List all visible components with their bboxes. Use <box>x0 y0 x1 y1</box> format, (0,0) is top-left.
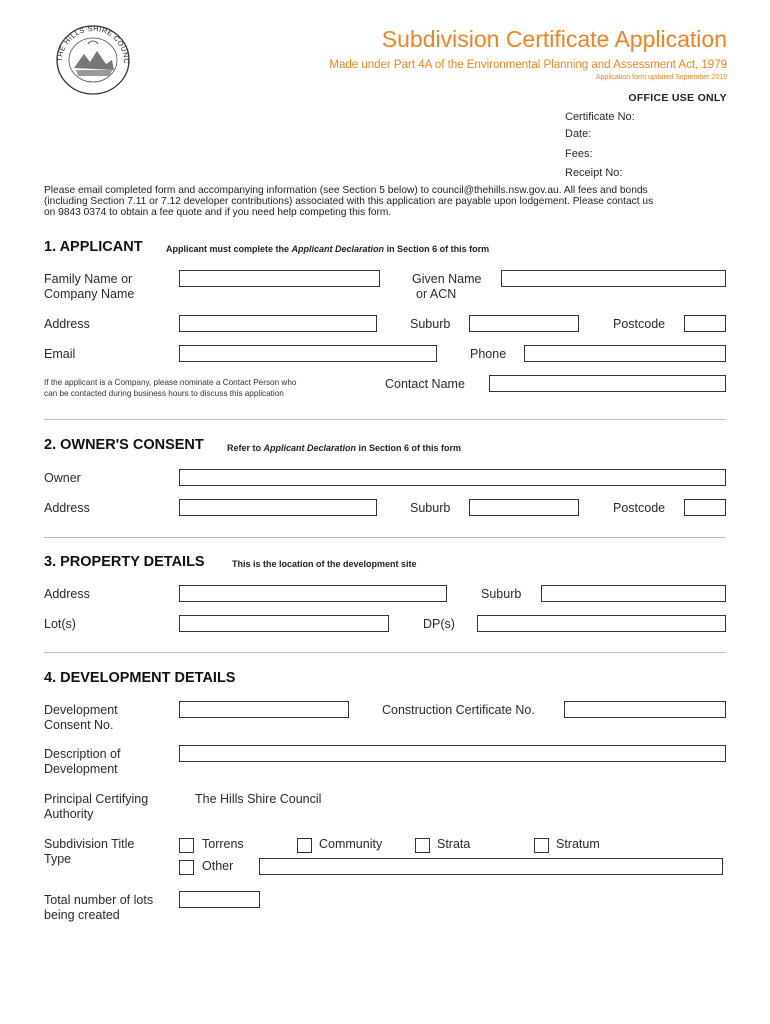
section-owner-heading: 2. OWNER'S CONSENT <box>44 437 204 453</box>
label-line: or ACN <box>416 287 457 301</box>
email-input[interactable] <box>179 345 437 362</box>
strata-checkbox[interactable] <box>415 838 430 853</box>
construction-certificate-input[interactable] <box>564 701 726 718</box>
applicant-postcode-label: Postcode <box>613 317 666 331</box>
company-contact-note <box>44 377 296 399</box>
development-consent-label <box>44 703 118 733</box>
office-use-title: OFFICE USE ONLY <box>628 92 727 104</box>
applicant-postcode-input[interactable] <box>684 315 726 332</box>
label-line: being created <box>44 908 120 922</box>
label-line: Authority <box>44 807 94 821</box>
intro-line-3: on 9843 0374 to obtain a fee quote and if you need help competing this form. <box>44 207 392 218</box>
section-owner-note <box>227 443 461 453</box>
owner-suburb-label: Suburb <box>410 501 451 515</box>
phone-input[interactable] <box>524 345 726 362</box>
divider <box>44 537 726 538</box>
note-emphasis: Applicant Declaration <box>263 443 357 453</box>
contact-name-label: Contact Name <box>385 377 465 391</box>
applicant-suburb-label: Suburb <box>410 317 451 331</box>
strata-label: Strata <box>437 837 471 851</box>
other-input[interactable] <box>259 858 723 875</box>
office-receipt-no: Receipt No: <box>565 167 623 179</box>
owner-postcode-label: Postcode <box>613 501 666 515</box>
page-subtitle: Made under Part 4A of the Environmental Planning and Assessment Act, 1979 <box>329 59 727 71</box>
construction-certificate-label: Construction Certificate No. <box>382 703 535 717</box>
owner-input[interactable] <box>179 469 726 486</box>
label-line: Total number of lots <box>44 893 154 907</box>
property-suburb-input[interactable] <box>541 585 726 602</box>
section-development-heading: 4. DEVELOPMENT DETAILS <box>44 670 236 686</box>
given-name-label <box>412 272 481 302</box>
stratum-checkbox[interactable] <box>534 838 549 853</box>
office-date: Date: <box>565 128 592 140</box>
torrens-checkbox[interactable] <box>179 838 194 853</box>
family-name-label <box>44 272 134 302</box>
logo-text: THE HILLS SHIRE COUNC <box>54 23 132 65</box>
note-text: in Section 6 of this form <box>356 443 462 453</box>
owner-address-input[interactable] <box>179 499 377 516</box>
label-line: Principal Certifying <box>44 792 149 806</box>
note-line: If the applicant is a Company, please nominate a Contact Person who <box>44 378 297 387</box>
stratum-label: Stratum <box>556 837 600 851</box>
property-address-label: Address <box>44 587 90 601</box>
note-text: Applicant must complete the <box>166 244 292 254</box>
given-name-input[interactable] <box>501 270 726 287</box>
description-label <box>44 747 120 777</box>
family-name-input[interactable] <box>179 270 380 287</box>
applicant-address-label: Address <box>44 317 90 331</box>
lots-input[interactable] <box>179 615 389 632</box>
label-line: Family Name or <box>44 272 133 286</box>
intro-paragraph <box>44 185 744 218</box>
label-line: Given Name <box>412 272 482 286</box>
label-line: Type <box>44 852 72 866</box>
applicant-address-input[interactable] <box>179 315 377 332</box>
label-line: Consent No. <box>44 718 114 732</box>
owner-address-label: Address <box>44 501 90 515</box>
note-emphasis: Applicant Declaration <box>291 244 385 254</box>
office-certificate-no: Certificate No: <box>565 111 635 123</box>
applicant-suburb-input[interactable] <box>469 315 579 332</box>
council-logo <box>50 18 136 98</box>
label-line: Development <box>44 762 118 776</box>
other-label: Other <box>202 859 234 873</box>
description-input[interactable] <box>179 745 726 762</box>
note-text: in Section 6 of this form <box>384 244 490 254</box>
contact-name-input[interactable] <box>489 375 726 392</box>
pca-label <box>44 792 148 822</box>
email-label: Email <box>44 347 76 361</box>
label-line: Development <box>44 703 118 717</box>
owner-postcode-input[interactable] <box>684 499 726 516</box>
divider <box>44 419 726 420</box>
total-lots-input[interactable] <box>179 891 260 908</box>
section-property-note: This is the location of the development site <box>232 559 417 569</box>
dps-input[interactable] <box>477 615 726 632</box>
total-lots-label <box>44 893 153 923</box>
title-type-label <box>44 837 134 867</box>
lots-label: Lot(s) <box>44 617 76 631</box>
property-suburb-label: Suburb <box>481 587 522 601</box>
owner-label: Owner <box>44 471 81 485</box>
note-line: can be contacted during business hours to discuss this application <box>44 389 284 398</box>
label-line: Description of <box>44 747 121 761</box>
label-line: Company Name <box>44 287 135 301</box>
intro-line-2: (including Section 7.11 or 7.12 developer contributions) associated with this application are payable upon lodgement. Please contact us <box>44 196 654 207</box>
intro-line-1: Please email completed form and accompanying information (see Section 5 below) to council@thehills.nsw.gov.au. All fees and bonds <box>44 185 648 196</box>
development-consent-input[interactable] <box>179 701 349 718</box>
section-applicant-heading: 1. APPLICANT <box>44 239 143 255</box>
page-title: Subdivision Certificate Application <box>381 26 727 52</box>
other-checkbox[interactable] <box>179 860 194 875</box>
label-line: Subdivision Title <box>44 837 135 851</box>
form-updated-note: Application form updated September 2019 <box>595 74 727 81</box>
pca-value: The Hills Shire Council <box>195 792 322 806</box>
property-address-input[interactable] <box>179 585 447 602</box>
divider <box>44 652 726 653</box>
office-fees: Fees: <box>565 148 593 160</box>
note-text: Refer to <box>227 443 264 453</box>
dps-label: DP(s) <box>423 617 455 631</box>
owner-suburb-input[interactable] <box>469 499 579 516</box>
section-applicant-note <box>166 244 489 254</box>
torrens-label: Torrens <box>202 837 244 851</box>
section-property-heading: 3. PROPERTY DETAILS <box>44 554 205 570</box>
community-checkbox[interactable] <box>297 838 312 853</box>
community-label: Community <box>319 837 383 851</box>
phone-label: Phone <box>470 347 507 361</box>
